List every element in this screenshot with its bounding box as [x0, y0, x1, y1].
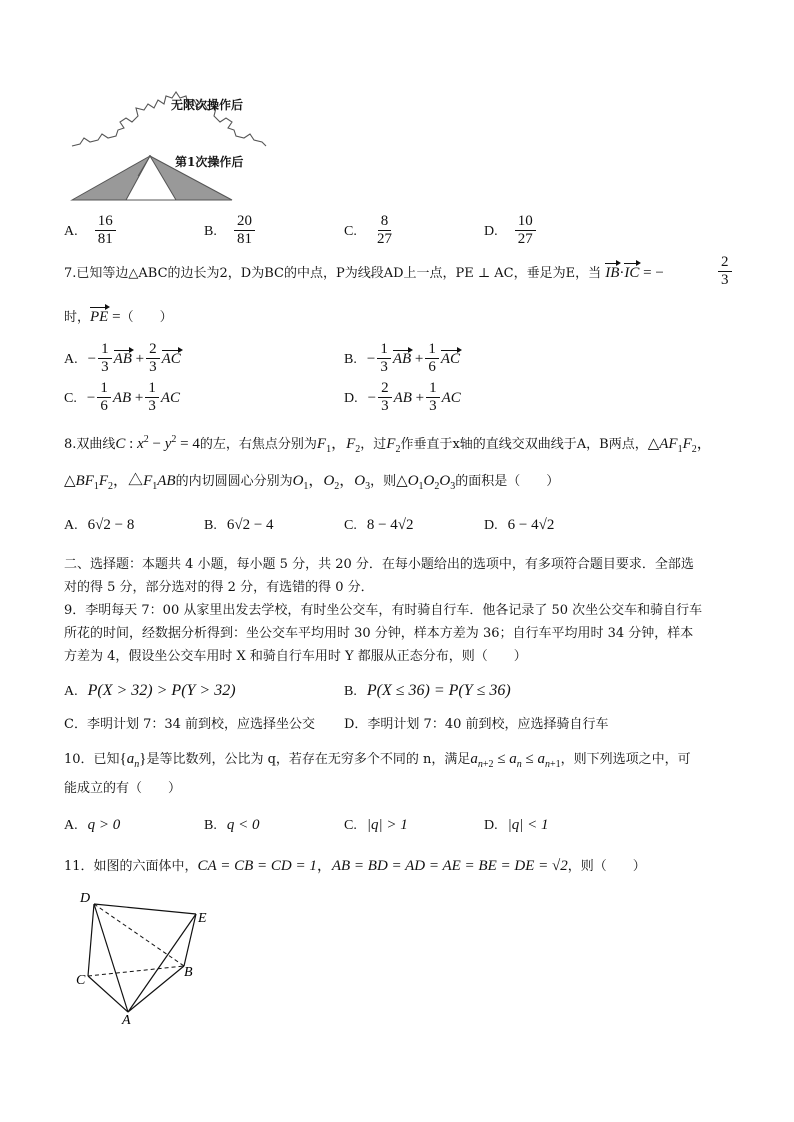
q8-line2: $\triangle BF_1F_2$，$\triangle F_1AB$的内切圆圆心分别为$O_1$，$O_2$，$O_3$，则$\triangle O_1O_2O_3$的面积是（ ） — [64, 473, 560, 492]
q7-option-b[interactable]: B. − $\frac{1}{3}$ AB + $\frac{1}{6}$ AC — [344, 341, 461, 375]
q8-option-a[interactable]: A. 6√2 − 8 — [64, 517, 135, 533]
q9-option-a[interactable]: A. P(X > 32) > P(Y > 32) — [64, 682, 236, 699]
q11-stem: 11．如图的六面体中，CA = CB = CD = 1，AB = BD = AD = AE = BE = DE = √2，则（ ） — [64, 858, 646, 874]
q10-option-a[interactable]: A. q > 0 — [64, 817, 121, 833]
q8-option-c[interactable]: C. 8 − 4√2 — [344, 517, 414, 533]
q9-option-b[interactable]: B. P(X ≤ 36) = P(Y ≤ 36) — [344, 682, 511, 699]
q9-option-c[interactable]: C．李明计划 7：34 前到校，应选择坐公交 — [64, 717, 316, 732]
q7-option-d[interactable]: D. − $\frac{2}{3}$ AB + $\frac{1}{3}$ AC — [344, 380, 461, 414]
section2-line1: 二、选择题：本题共 4 小题，每小题 5 分，共 20 分．在每小题给出的选项中，有多项符合题目要求．全部选 — [64, 557, 694, 572]
hexahedron-figure — [74, 886, 224, 1026]
q10-option-b[interactable]: B. q < 0 — [204, 817, 260, 833]
q7-option-a[interactable]: A. − $\frac{1}{3}$ AB + $\frac{2}{3}$ AC — [64, 341, 181, 375]
q6-option-d[interactable]: D. $\frac{10}{27}$ — [484, 213, 538, 248]
q8-line1: 8.双曲线C : $x^2 - y^2 = 4$的左，右焦点分别为$F_1$，$F_2$，过$F_2$作垂直于x轴的直线交双曲线于A，B两点，$\triangle AF_1F_2$， — [64, 434, 712, 455]
q7-condition-vector: IB·IC = − — [605, 265, 664, 281]
q7-stem: 7.已知等边△ABC的边长为2，D为BC的中点，P为线段AD上一点，PE ⊥ AC，垂足为E，当 IB·IC = − — [64, 265, 664, 281]
section2-line2: 对的得 5 分，部分选对的得 2 分，有选错的得 0 分． — [64, 580, 374, 595]
q8-option-d[interactable]: D. 6 − 4√2 — [484, 517, 555, 533]
q10-line2: 能成立的有（ ） — [64, 781, 182, 796]
q6-option-a[interactable]: A. $\frac{16}{81}$ — [64, 213, 118, 248]
q10-option-c[interactable]: C. |q| > 1 — [344, 817, 408, 833]
vertex-label-a: A — [122, 1013, 131, 1026]
q8-option-b[interactable]: B. 6√2 − 4 — [204, 517, 274, 533]
q9-line3: 方差为 4，假设坐公交车用时 X 和骑自行车用时 Y 都服从正态分布，则（ ） — [64, 649, 527, 664]
q6-option-c[interactable]: C. $\frac{8}{27}$ — [344, 213, 392, 247]
figure-label-infinite: 无限次操作后 — [171, 98, 244, 112]
q10-option-d[interactable]: D. |q| < 1 — [484, 817, 549, 833]
vertex-label-d: D — [80, 891, 91, 906]
vertex-label-c: C — [76, 973, 86, 988]
figure-label-first: 第1次操作后 — [175, 155, 244, 169]
q9-option-d[interactable]: D．李明计划 7：40 前到校，应选择骑自行车 — [344, 717, 609, 732]
q10-line1: 10．已知$\{a_n\}$是等比数列，公比为 q，若存在无穷多个不同的 n，满足$a_{n+2} \le a_n \le a_{n+1}$，则下列选项之中，可 — [64, 751, 691, 770]
q7-line2: 时，PE =（ ） — [64, 309, 173, 325]
q7-option-c[interactable]: C. − $\frac{1}{6}$ AB + $\frac{1}{3}$ AC — [64, 380, 181, 414]
q7-condition-fraction: $\frac{2}{3}$ — [716, 254, 734, 289]
vertex-label-b: B — [184, 965, 193, 980]
q9-line1: 9．李明每天 7：00 从家里出发去学校，有时坐公交车，有时骑自行车．他各记录了 50 次坐公交车和骑自行车 — [64, 603, 703, 618]
q6-option-b[interactable]: B. $\frac{20}{81}$ — [204, 213, 257, 248]
q9-line2: 所花的时间，经数据分析得到：坐公交车平均用时 30 分钟，样本方差为 36；自行车平均用时 34 分钟，样本 — [64, 626, 694, 641]
vertex-label-e: E — [198, 911, 207, 926]
